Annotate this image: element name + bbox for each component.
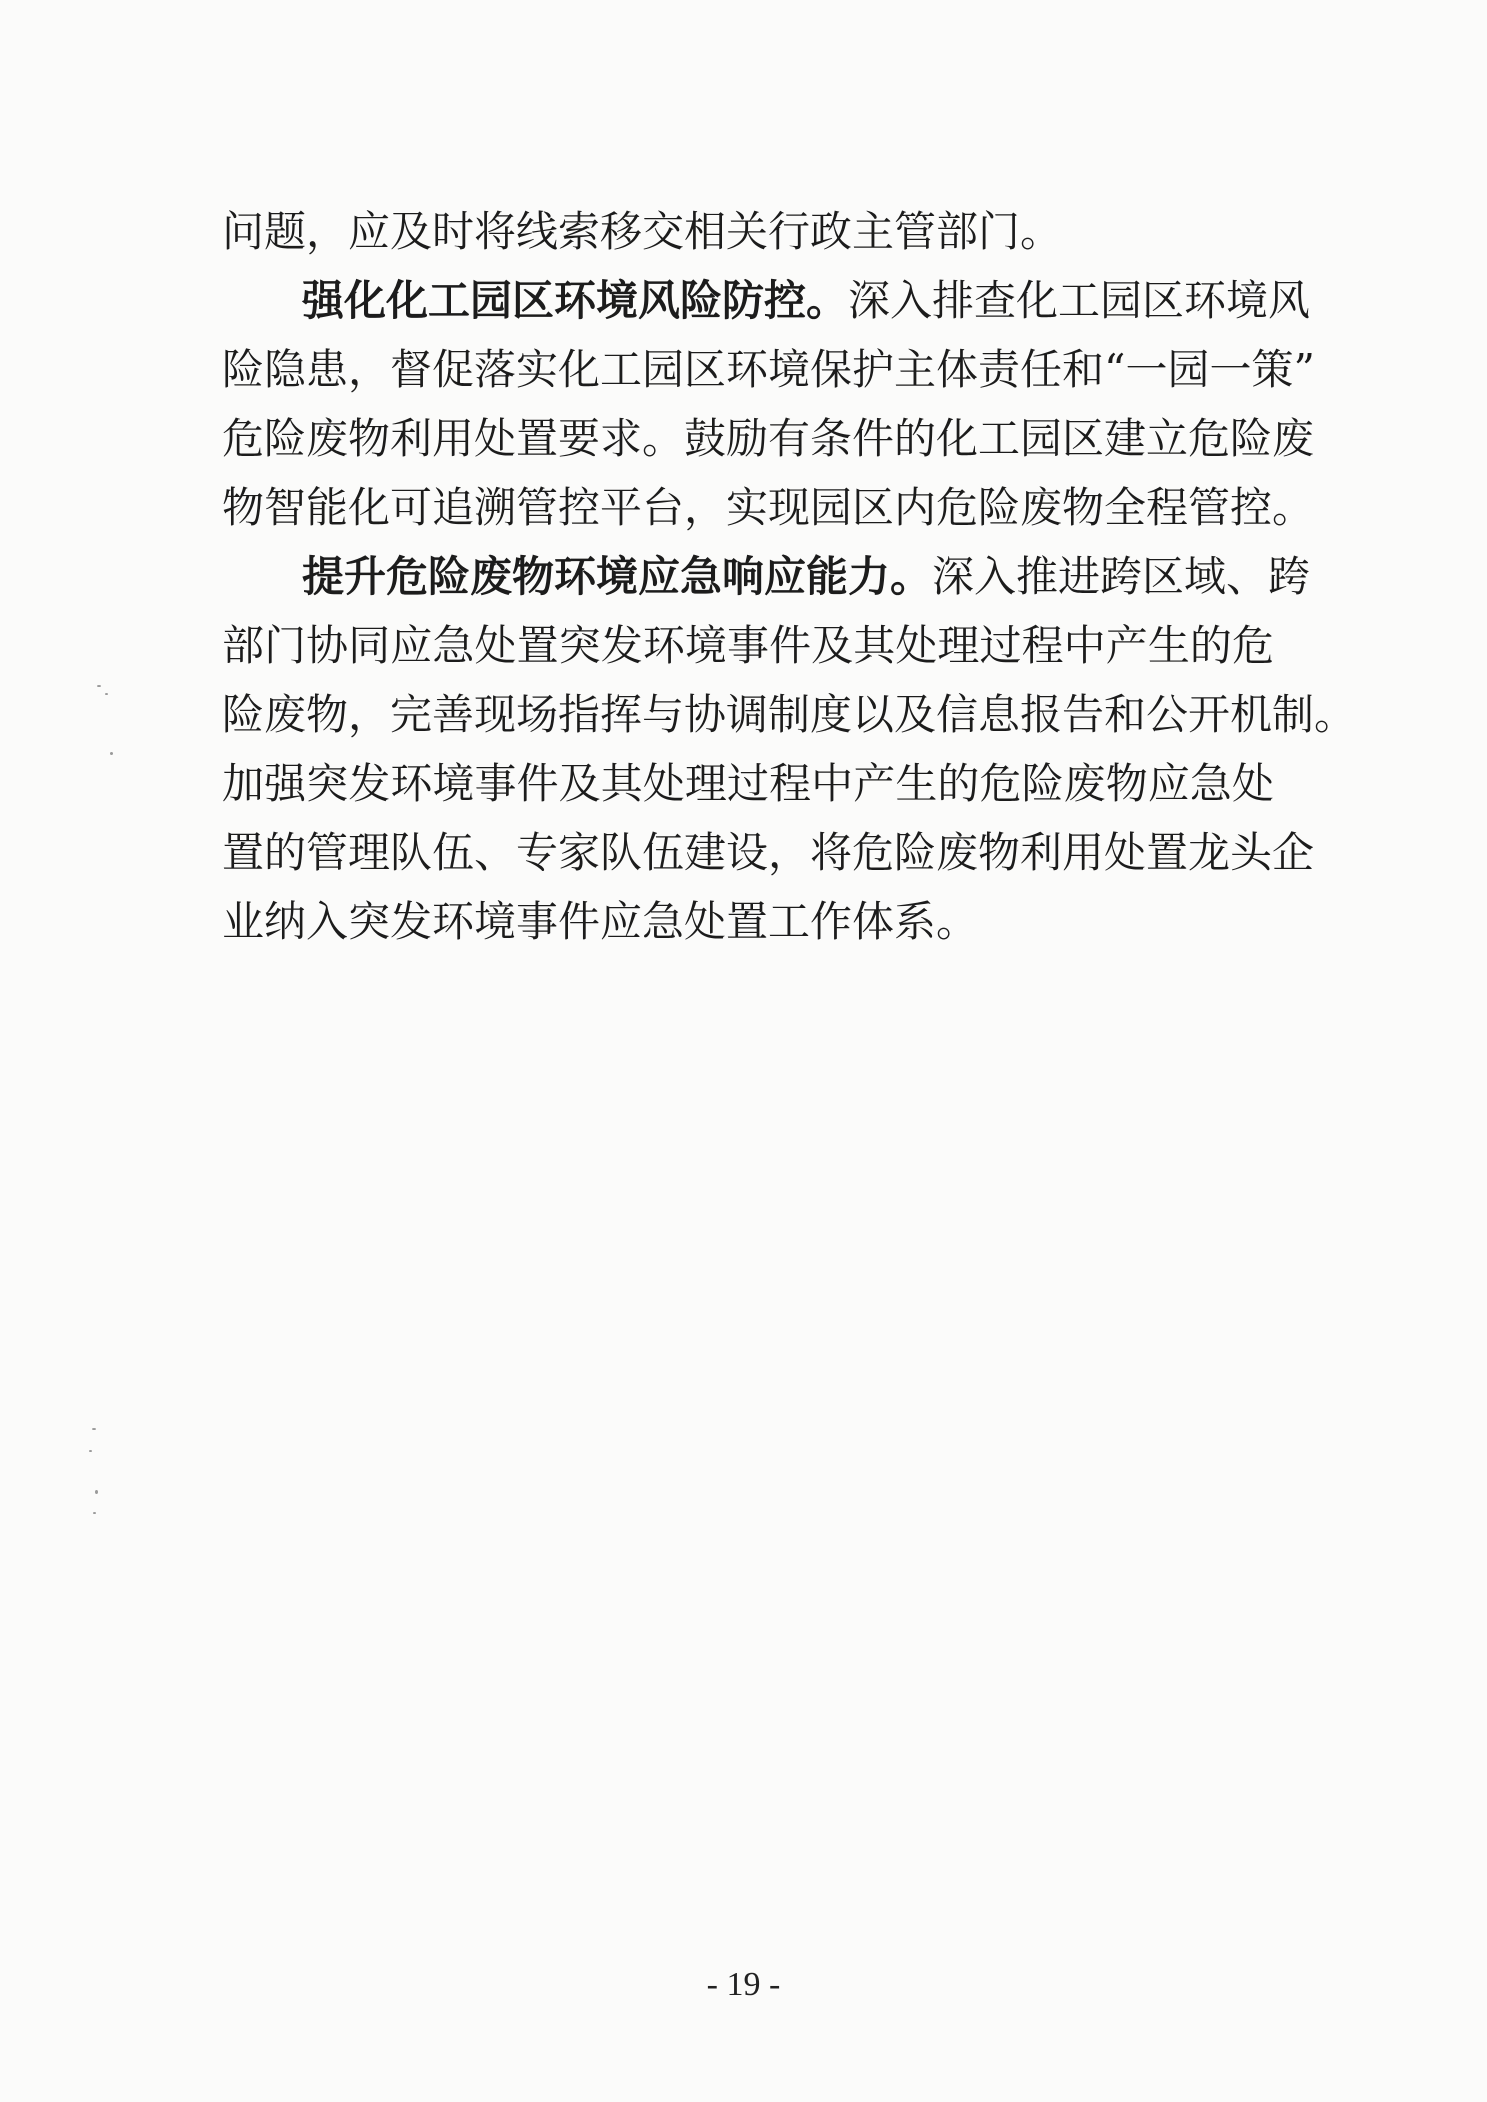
text-line-10 <box>222 817 1315 889</box>
text-line-6 <box>302 541 1311 613</box>
scan-speck <box>93 1512 96 1514</box>
scan-speck <box>95 1490 98 1494</box>
text-line-4 <box>222 403 1315 475</box>
line-text: 物智能化可追溯管控平台，实现园区内危险废物全程管控。 <box>222 483 1315 532</box>
line-text: 深入推进跨区域、跨 <box>932 552 1311 601</box>
text-line-8 <box>222 679 1357 751</box>
text-line-5 <box>222 472 1315 544</box>
line-text: 险隐患，督促落实化工园区环境保护主体责任和“一园一策” <box>222 345 1315 394</box>
line-text: 置的管理队伍、专家队伍建设，将危险废物利用处置龙头企 <box>222 828 1315 877</box>
line-text: 问题，应及时将线索移交相关行政主管部门。 <box>222 207 1063 256</box>
scan-speck <box>105 693 108 695</box>
paragraph-heading-emergency-response: 提升危险废物环境应急响应能力。 <box>302 552 933 601</box>
text-line-7 <box>222 610 1274 682</box>
line-text: 危险废物利用处置要求。鼓励有条件的化工园区建立危险废 <box>222 414 1315 463</box>
line-text: 业纳入突发环境事件应急处置工作体系。 <box>222 897 979 946</box>
page-number: - 19 - <box>706 1966 781 2003</box>
scan-speck <box>97 685 101 687</box>
text-line-2 <box>302 265 1311 337</box>
line-text: 部门协同应急处置突发环境事件及其处理过程中产生的危 <box>222 621 1274 670</box>
paragraph-heading-environmental-risk: 强化化工园区环境风险防控。 <box>302 276 849 325</box>
line-text: 深入排查化工园区环境风 <box>848 276 1311 325</box>
text-line-1 <box>222 196 1274 268</box>
text-line-9 <box>222 748 1274 820</box>
scan-speck <box>89 1450 92 1452</box>
line-text: 险废物，完善现场指挥与协调制度以及信息报告和公开机制。 <box>222 690 1357 739</box>
text-line-11 <box>222 886 1274 958</box>
scan-speck <box>110 752 113 755</box>
line-text: 加强突发环境事件及其处理过程中产生的危险废物应急处 <box>222 759 1274 808</box>
text-line-3 <box>222 334 1315 406</box>
scan-speck <box>92 1428 96 1430</box>
